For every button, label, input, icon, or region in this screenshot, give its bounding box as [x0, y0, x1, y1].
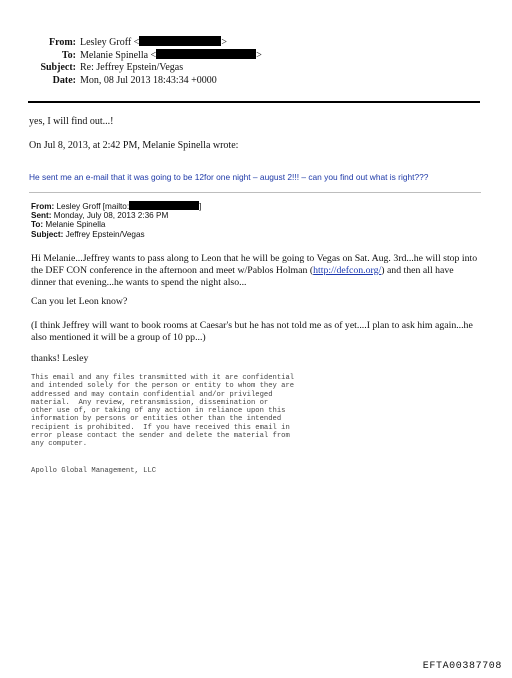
forwarded-from-label: From:: [31, 202, 55, 211]
body-paragraph-1: [31, 253, 479, 289]
body-paragraph-3: (I think Jeffrey will want to book rooms at Caesar's but he has not told me as of yet....I plan to ask him again...he also mentioned it will be a group of 10 pp...): [31, 320, 473, 343]
quote-intro: On Jul 8, 2013, at 2:42 PM, Melanie Spinella wrote:: [29, 140, 239, 151]
body-p1-text-end: ) and then all have dinner that evening...he wants to spend the night also...: [31, 265, 454, 288]
from-tail: >: [221, 37, 227, 48]
forwarded-sent-label: Sent:: [31, 210, 52, 220]
company-name: Apollo Global Management, LLC: [31, 467, 157, 475]
subject-label: Subject:: [40, 62, 76, 73]
date-label: Date:: [52, 75, 76, 86]
body-paragraph-2: Can you let Leon know?: [31, 296, 128, 307]
forwarded-subject-row: [31, 230, 145, 240]
redaction-bar: [139, 36, 221, 46]
forwarded-subject-value: Jeffrey Epstein/Vegas: [65, 229, 145, 239]
subject-value: Re: Jeffrey Epstein/Vegas: [80, 62, 184, 73]
date-value: Mon, 08 Jul 2013 18:43:34 +0000: [80, 75, 217, 86]
reply-text: yes, I will find out...!: [29, 116, 114, 127]
forwarded-to-row: [31, 220, 106, 230]
defcon-link[interactable]: http://defcon.org/: [313, 265, 382, 276]
to-tail: >: [256, 50, 262, 61]
redaction-bar: [156, 49, 256, 59]
forwarded-to-label: To:: [31, 220, 44, 230]
body-p1-text-start: Hi Melanie...Jeffrey wants to pass along to Leon that he will be going to Vegas on Sat. Aug. 3rd...he will stop into the DEF CON conference in the afternoon and meet w/Pablos Holman (: [31, 253, 478, 276]
quote-divider: [29, 192, 481, 193]
from-value: Lesley Groff <: [80, 37, 140, 48]
forwarded-sent-row: [31, 211, 168, 221]
quoted-message: He sent me an e-mail that it was going to be 12for one night – august 2!!! – can you find out what is right???: [29, 172, 429, 182]
from-label: From:: [48, 37, 76, 48]
forwarded-to-value: Melanie Spinella: [45, 220, 106, 230]
legal-disclaimer: This email and any files transmitted with it are confidential and intended solely for the person or entity to whom they are addressed and may contain confidential and/or privileged material. Any review, retransmission, dissemination or other use of, or taking of any action in reliance upon this information by persons or entities other than the intended recipient is prohibited. If you have received this email in error please contact the sender and delete the material from any computer.: [31, 374, 295, 449]
forwarded-sent-value: Monday, July 08, 2013 2:36 PM: [53, 210, 169, 220]
redaction-bar: [129, 201, 202, 211]
forwarded-subject-label: Subject:: [31, 229, 64, 239]
header-from-row: [0, 36, 227, 49]
body-signoff: thanks! Lesley: [31, 353, 89, 364]
header-to-row: [0, 49, 262, 62]
header-divider: [28, 101, 480, 103]
header-subject-row: [0, 62, 183, 74]
forwarded-from-tail: ]: [199, 202, 202, 211]
document-id: EFTA00387708: [422, 661, 502, 672]
to-label: To:: [61, 50, 76, 61]
to-value: Melanie Spinella <: [80, 50, 157, 61]
forwarded-from-value: Lesley Groff [mailto:: [56, 202, 130, 211]
header-date-row: [0, 75, 217, 87]
